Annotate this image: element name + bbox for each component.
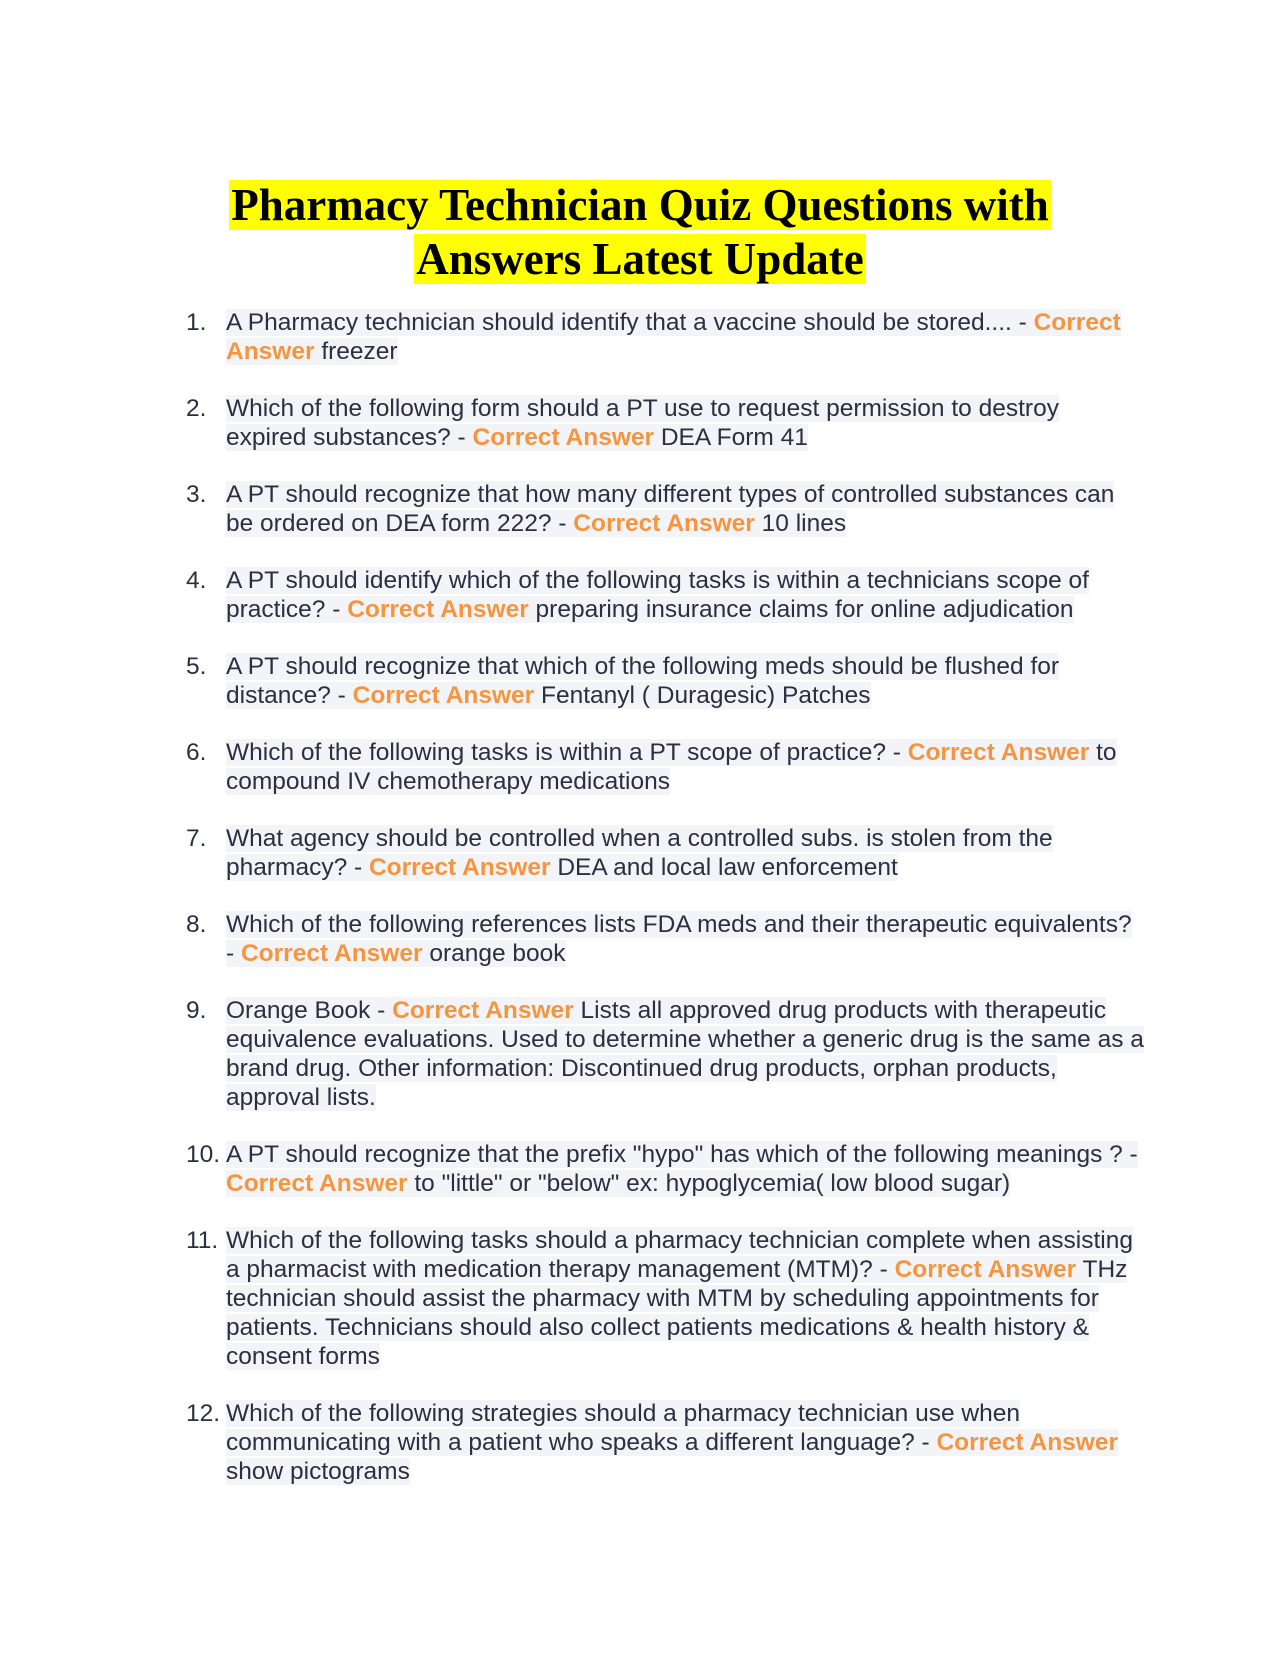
answer-text: show pictograms <box>226 1458 410 1485</box>
question-text: Which of the following strategies should a pharmacy technician use when communicating with a patient who speaks a different language? - <box>226 1400 1020 1456</box>
list-item <box>0 1226 1146 1371</box>
item-number: 12. <box>186 1400 221 1427</box>
correct-answer-label: Correct Answer <box>240 940 423 967</box>
list-item <box>0 480 1146 538</box>
question-text: A PT should identify which of the following tasks is within a technicians scope of practice? - <box>226 567 1089 623</box>
list-item <box>0 996 1146 1112</box>
correct-answer-label: Correct Answer <box>894 1256 1077 1283</box>
question-text: Which of the following tasks is within a PT scope of practice? - <box>226 739 908 766</box>
list-item <box>0 566 1146 624</box>
answer-text: Lists all approved drug products with therapeutic equivalence evaluations. Used to determine whether a generic drug is the same as a brand drug. Other information: Discontinued drug products, orphan products, approval lists. <box>226 997 1144 1111</box>
answer-text: orange book <box>422 940 566 967</box>
item-number: 11. <box>186 1227 219 1254</box>
item-number: 10. <box>186 1141 221 1168</box>
correct-answer-label: Correct Answer <box>573 510 755 537</box>
answer-text: preparing insurance claims for online adjudication <box>528 596 1074 623</box>
list-item <box>0 652 1146 710</box>
question-text: Which of the following references lists FDA meds and their therapeutic equivalents? - <box>226 911 1132 967</box>
answer-text: DEA and local law enforcement <box>550 854 898 881</box>
answer-text: to "little" or "below" ex: hypoglycemia( low blood sugar) <box>407 1170 1011 1197</box>
answer-text: Fentanyl ( Duragesic) Patches <box>534 682 871 709</box>
correct-answer-label: Correct Answer <box>226 309 1121 365</box>
item-number: 1. <box>186 309 207 336</box>
list-item <box>0 308 1146 366</box>
question-list <box>0 308 1280 1514</box>
item-number: 5. <box>186 653 207 680</box>
item-number: 6. <box>186 739 207 766</box>
correct-answer-label: Correct Answer <box>936 1429 1119 1456</box>
correct-answer-label: Correct Answer <box>347 596 529 623</box>
item-number: 4. <box>186 567 207 594</box>
correct-answer-label: Correct Answer <box>368 854 551 881</box>
answer-text: freezer <box>314 338 398 365</box>
question-text: A PT should recognize that how many different types of controlled substances can be ordered on DEA form 222? - <box>226 481 1115 537</box>
correct-answer-label: Correct Answer <box>352 682 535 709</box>
answer-text: DEA Form 41 <box>654 424 808 451</box>
question-text: Which of the following form should a PT use to request permission to destroy expired substances? - <box>226 395 1059 451</box>
list-item <box>0 394 1146 452</box>
list-item <box>0 738 1146 796</box>
item-number: 7. <box>186 825 207 852</box>
list-item <box>0 1140 1146 1198</box>
item-number: 8. <box>186 911 207 938</box>
item-number: 2. <box>186 395 207 422</box>
question-text: What agency should be controlled when a controlled subs. is stolen from the pharmacy? - <box>226 825 1053 881</box>
answer-text: THz technician should assist the pharmacy with MTM by scheduling appointments for patients. Technicians should also collect patients medications & health history & consent forms <box>226 1256 1128 1370</box>
question-text: A Pharmacy technician should identify that a vaccine should be stored.... - <box>226 309 1034 336</box>
correct-answer-label: Correct Answer <box>392 997 574 1024</box>
title-line-2: Answers Latest Update <box>416 234 864 284</box>
correct-answer-label: Correct Answer <box>226 1170 408 1197</box>
list-item <box>0 910 1146 968</box>
answer-text: to compound IV chemotherapy medications <box>226 739 1117 795</box>
question-text: Orange Book - <box>226 997 393 1024</box>
question-text: A PT should recognize that which of the following meds should be flushed for distance? - <box>226 653 1060 709</box>
correct-answer-label: Correct Answer <box>907 739 1090 766</box>
title-line-1: Pharmacy Technician Quiz Questions with <box>231 180 1049 230</box>
document-title <box>150 178 1130 286</box>
question-text: A PT should recognize that the prefix "hypo" has which of the following meanings ? - <box>226 1141 1138 1168</box>
list-item <box>0 1399 1146 1486</box>
list-item <box>0 824 1146 882</box>
item-number: 3. <box>186 481 207 508</box>
answer-text: 10 lines <box>754 510 847 537</box>
item-number: 9. <box>186 997 207 1024</box>
correct-answer-label: Correct Answer <box>472 424 655 451</box>
question-text: Which of the following tasks should a pharmacy technician complete when assisting a pharmacist with medication therapy management (MTM)? - <box>226 1227 1133 1283</box>
